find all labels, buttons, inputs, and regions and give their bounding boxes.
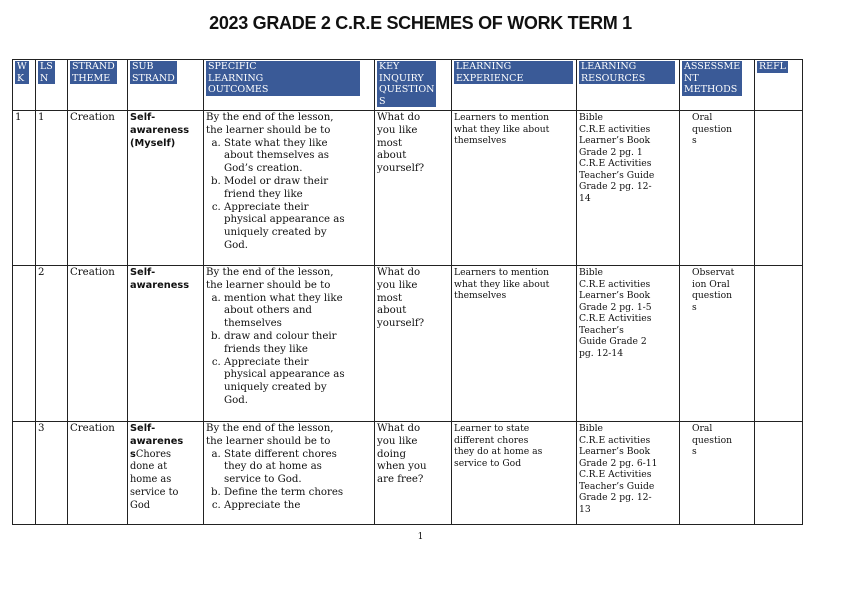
experience-cell: Learners to mention what they like about themselves xyxy=(452,266,577,422)
sub-strand-cell xyxy=(128,111,204,266)
outcomes-cell xyxy=(204,422,375,525)
outcome-item: a. mention what they like about others and themselves xyxy=(224,293,372,331)
key-question-cell: What do you like doing when you are free? xyxy=(375,422,452,525)
sub-strand-cell xyxy=(128,422,204,525)
table-row xyxy=(13,266,803,422)
document-title: 2023 GRADE 2 C.R.E SCHEMES OF WORK TERM 1 xyxy=(209,13,632,33)
strand-cell: Creation xyxy=(68,111,128,266)
sub-strand-title: Self- awareness xyxy=(130,267,190,291)
outcomes-cell xyxy=(204,266,375,422)
sub-strand-cell xyxy=(128,266,204,422)
header-sub-strand: SUB STRAND xyxy=(132,61,175,84)
header-key-question: KEY INQUIRY QUESTION S xyxy=(379,61,435,107)
scheme-table xyxy=(12,59,803,525)
outcomes-cell xyxy=(204,111,375,266)
sub-strand-title: Self- awarenes s xyxy=(130,423,184,460)
outcomes-intro: By the end of the lesson, the learner should be to xyxy=(206,423,334,447)
header-resources: LEARNING RESOURCES xyxy=(579,61,675,84)
table-row xyxy=(13,111,803,266)
header-strand: STRAND THEME xyxy=(72,61,115,84)
outcomes-intro: By the end of the lesson, the learner should be to xyxy=(206,112,334,136)
outcomes-list xyxy=(206,449,372,513)
outcomes-intro: By the end of the lesson, the learner should be to xyxy=(206,267,334,291)
experience-cell: Learners to mention what they like about themselves xyxy=(452,111,577,266)
reflection-cell xyxy=(755,422,803,525)
resources-cell: Bible C.R.E activities Learner’s Book Grade 2 pg. 1 C.R.E Activities Teacher’s Guide Grade 2 pg. 12- 14 xyxy=(577,111,680,266)
header-experience: LEARNING EXPERIENCE xyxy=(454,61,573,84)
resources-cell: Bible C.R.E activities Learner’s Book Grade 2 pg. 1-5 C.R.E Activities Teacher’s Guide Grade 2 pg. 12-14 xyxy=(577,266,680,422)
assessment-cell: Oral question s xyxy=(680,422,755,525)
sub-strand-detail: Chores done at home as service to God xyxy=(130,448,179,511)
header-reflection: REFL xyxy=(759,61,786,72)
outcome-item: b. draw and colour their friends they like xyxy=(224,331,372,357)
outcome-item: c. Appreciate their physical appearance as uniquely created by God. xyxy=(224,357,372,408)
header-row xyxy=(13,60,803,111)
outcome-item: c. Appreciate the xyxy=(224,500,372,513)
outcome-item: c. Appreciate their physical appearance as uniquely created by God. xyxy=(224,202,372,253)
header-wk: W K xyxy=(17,61,27,84)
key-question-cell: What do you like most about yourself? xyxy=(375,111,452,266)
lesson-cell: 3 xyxy=(36,422,68,525)
reflection-cell xyxy=(755,266,803,422)
header-assessment: ASSESSME NT METHODS xyxy=(684,61,741,95)
outcome-item: b. Model or draw their friend they like xyxy=(224,176,372,202)
outcomes-list xyxy=(206,138,372,253)
key-question-cell: What do you like most about yourself? xyxy=(375,266,452,422)
assessment-cell: Oral question s xyxy=(680,111,755,266)
outcome-item: a. State different chores they do at home as service to God. xyxy=(224,449,372,487)
experience-cell: Learner to state different chores they do at home as service to God xyxy=(452,422,577,525)
outcome-item: b. Define the term chores xyxy=(224,487,372,500)
page-number: 1 xyxy=(417,532,424,542)
table-row xyxy=(13,422,803,525)
assessment-cell: Observat ion Oral question s xyxy=(680,266,755,422)
sub-strand-title: Self- awareness (Myself) xyxy=(130,112,190,149)
week-cell xyxy=(13,266,36,422)
week-cell xyxy=(13,422,36,525)
header-outcomes: SPECIFIC LEARNING OUTCOMES xyxy=(206,61,360,96)
week-cell: 1 xyxy=(13,111,36,266)
outcome-item: a. State what they like about themselves as God’s creation. xyxy=(224,138,372,176)
header-lsn: LS N xyxy=(40,61,53,84)
outcomes-list xyxy=(206,293,372,408)
strand-cell: Creation xyxy=(68,422,128,525)
lesson-cell: 1 xyxy=(36,111,68,266)
lesson-cell: 2 xyxy=(36,266,68,422)
resources-cell: Bible C.R.E activities Learner’s Book Grade 2 pg. 6-11 C.R.E Activities Teacher’s Guide Grade 2 pg. 12- 13 xyxy=(577,422,680,525)
reflection-cell xyxy=(755,111,803,266)
strand-cell: Creation xyxy=(68,266,128,422)
